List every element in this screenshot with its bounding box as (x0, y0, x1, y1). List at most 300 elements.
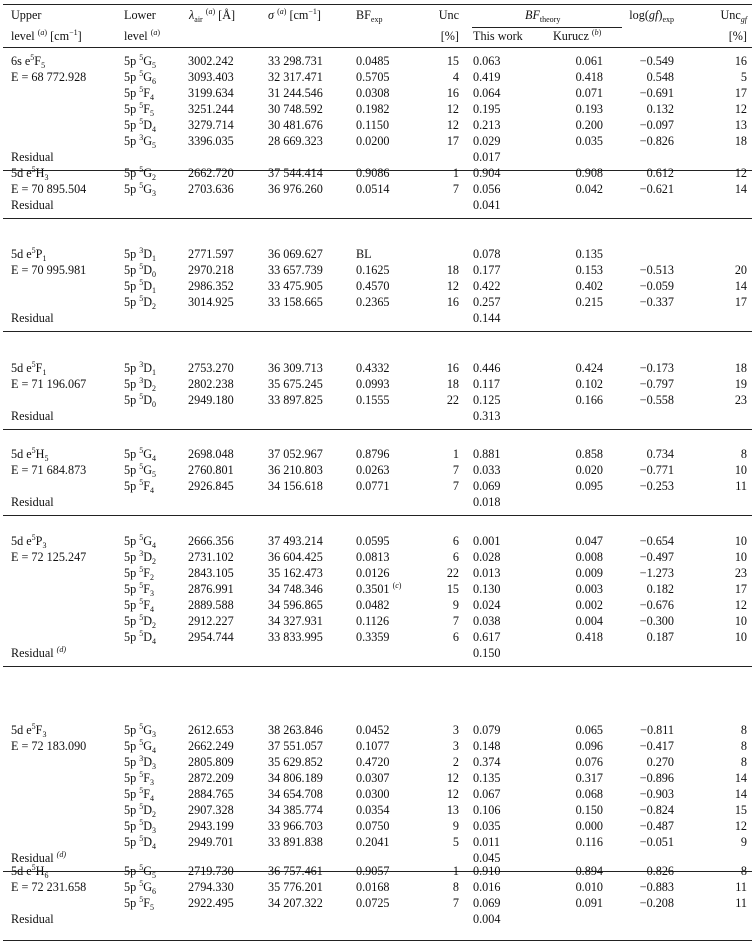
bf-this-work: 0.069 (473, 896, 501, 910)
unc-gf: 9 (740, 835, 747, 849)
loggf-exp: 0.612 (646, 166, 674, 180)
upper-level-label: 5d $e^5H_6$ (11, 863, 49, 880)
wavenumber: 34 654.708 (268, 787, 323, 801)
lower-level: 5p $^5D_4$ (124, 834, 157, 851)
wavenumber: 35 776.201 (268, 880, 323, 894)
table-row (0, 362, 755, 377)
bf-this-work: 0.063 (473, 54, 501, 68)
wavenumber: 34 156.618 (268, 479, 323, 493)
lambda-header: $\lambda_{air}$ $^{(a)}$ [Å] (189, 7, 236, 24)
lower-level: 5p $^5F_4$ (124, 597, 155, 614)
bf-kurucz: 0.095 (575, 479, 603, 493)
wavelength: 2719.730 (188, 864, 234, 878)
residual-value: 0.313 (473, 409, 501, 423)
bf-exp: 0.3359 (356, 630, 390, 644)
bf-this-work: 0.001 (473, 534, 501, 548)
lower-level: 5p $^5D_0$ (124, 392, 157, 409)
table-row (0, 724, 755, 739)
loggf-exp: −0.824 (639, 803, 674, 817)
loggf-exp: −0.417 (639, 739, 674, 753)
unc-gf: 17 (734, 582, 747, 596)
lower-level: 5p $^5F_3$ (124, 770, 155, 787)
lower-level: 5p $^5G_5$ (124, 462, 157, 479)
unc: 15 (446, 54, 459, 68)
lower-level: 5p $^5D_0$ (124, 262, 157, 279)
wavenumber: 33 966.703 (268, 819, 323, 833)
unc-gf: 16 (734, 54, 747, 68)
unc-gf: 8 (740, 447, 747, 461)
lower-level: 5p $^5D_1$ (124, 278, 157, 295)
bf-exp: 0.0126 (356, 566, 390, 580)
bf-exp: 0.0452 (356, 723, 390, 737)
bf-exp: 0.0308 (356, 86, 390, 100)
loggf-exp: 0.548 (646, 70, 674, 84)
bf-this-work: 0.069 (473, 479, 501, 493)
bf-exp: 0.0300 (356, 787, 390, 801)
bf-kurucz: 0.166 (575, 393, 603, 407)
table-row (0, 183, 755, 198)
lower-level: 5p $^3D_2$ (124, 376, 157, 393)
wavenumber: 34 207.322 (268, 896, 323, 910)
residual-value: 0.144 (473, 311, 501, 325)
bf-kurucz: 0.000 (575, 819, 603, 833)
unc-unit-header: [%] (440, 29, 459, 43)
bf-this-work: 0.016 (473, 880, 501, 894)
lower-level: 5p $^5D_4$ (124, 117, 157, 134)
unc-gf: 15 (734, 803, 747, 817)
table-row (0, 280, 755, 295)
table-rule-bottom (3, 940, 752, 941)
wavelength: 2753.270 (188, 361, 234, 375)
bf-this-work: 0.419 (473, 70, 501, 84)
unc-header: Unc (438, 8, 459, 22)
sigma-header: σ $^{(a)}$ $[cm^{-1}]$ (268, 7, 321, 22)
residual-label (11, 199, 54, 211)
bf-exp: 0.4332 (356, 361, 390, 375)
bf-kurucz: 0.002 (575, 598, 603, 612)
loggf-exp: 0.826 (646, 864, 674, 878)
lower-level: 5p $^5F_5$ (124, 101, 155, 118)
lower-level: 5p $^5G_3$ (124, 181, 157, 198)
group-separator (3, 515, 752, 516)
lower-level: 5p $^5F_4$ (124, 478, 155, 495)
residual-value: 0.017 (473, 150, 501, 164)
unc-gf: 10 (734, 630, 747, 644)
residual-row (0, 647, 755, 662)
unc-gf: 11 (735, 896, 747, 910)
bf-this-work: 0.125 (473, 393, 501, 407)
residual-value: 0.004 (473, 912, 501, 926)
bf-kurucz: 0.116 (576, 835, 603, 849)
bf-this-work: 0.177 (473, 263, 501, 277)
loggf-exp: −0.173 (639, 361, 674, 375)
wavelength: 2805.809 (188, 755, 234, 769)
kurucz-header: Kurucz $^{(b)}$ (553, 28, 602, 43)
upper-header: Upper (11, 8, 42, 22)
bf-kurucz: 0.135 (575, 247, 603, 261)
unc-gf: 10 (734, 534, 747, 548)
bf-exp: 0.0354 (356, 803, 390, 817)
unc-gf: 18 (734, 134, 747, 148)
unc-gf: 11 (735, 479, 747, 493)
bf-theory-header: $BF_{theory}$ (525, 8, 561, 24)
wavenumber: 33 298.731 (268, 54, 323, 68)
lower-level: 5p $^3D_1$ (124, 360, 157, 377)
table-row (0, 788, 755, 803)
upper-level-energy: E = 70 995.981 (11, 263, 87, 277)
loggf-exp: 0.182 (646, 582, 674, 596)
lower-level: 5p $^5D_2$ (124, 613, 157, 630)
bf-kurucz: 0.894 (575, 864, 603, 878)
loggf-exp: −0.811 (640, 723, 674, 737)
unc-gf: 14 (734, 771, 747, 785)
residual-row (0, 410, 755, 425)
loggf-exp: −0.513 (639, 263, 674, 277)
table-row (0, 740, 755, 755)
table-row (0, 567, 755, 582)
unc-gf: 5 (740, 70, 747, 84)
bf-kurucz: 0.858 (575, 447, 603, 461)
wavenumber: 33 891.838 (268, 835, 323, 849)
lower-level: 5p $^5F_4$ (124, 786, 155, 803)
loggf-exp: −0.549 (639, 54, 674, 68)
lower-level: 5p $^5F_3$ (124, 581, 155, 598)
lower-level: 5p $^5G_4$ (124, 446, 157, 463)
bf-this-work: 0.029 (473, 134, 501, 148)
wavelength: 2884.765 (188, 787, 234, 801)
bf-kurucz: 0.061 (575, 54, 603, 68)
wavelength: 2872.209 (188, 771, 234, 785)
residual-row (0, 151, 755, 166)
table-row (0, 119, 755, 134)
bf-kurucz: 0.071 (575, 86, 603, 100)
wavenumber: 34 596.865 (268, 598, 323, 612)
table-row (0, 551, 755, 566)
bf-this-work: 0.078 (473, 247, 501, 261)
wavelength: 2926.845 (188, 479, 234, 493)
wavenumber: 30 748.592 (268, 102, 323, 116)
wavelength: 2843.105 (188, 566, 234, 580)
loggf-exp: −0.896 (639, 771, 674, 785)
unc: 15 (446, 582, 459, 596)
bf-exp: 0.0482 (356, 598, 390, 612)
lower-unit-header: level $^{(a)}$ (124, 28, 161, 43)
table-row (0, 87, 755, 102)
this-work-header: This work (473, 29, 523, 43)
bf-this-work: 0.106 (473, 803, 501, 817)
unc-gf: 20 (734, 263, 747, 277)
bf-this-work: 0.079 (473, 723, 501, 737)
loggf-exp: −0.558 (639, 393, 674, 407)
bf-exp: 0.1150 (356, 118, 390, 132)
bf-kurucz: 0.065 (575, 723, 603, 737)
bf-this-work: 0.028 (473, 550, 501, 564)
unc-gf: 12 (734, 598, 747, 612)
bf-kurucz: 0.003 (575, 582, 603, 596)
unc: 12 (446, 279, 459, 293)
bf-this-work: 0.213 (473, 118, 501, 132)
bf-kurucz: 0.402 (575, 279, 603, 293)
residual-label-text: Residual (11, 409, 54, 423)
header-rule-top (3, 4, 752, 5)
wavelength: 2698.048 (188, 447, 234, 461)
wavenumber: 37 052.967 (268, 447, 323, 461)
unc-gf: 14 (734, 279, 747, 293)
unc: 6 (452, 550, 459, 564)
bf-this-work: 0.064 (473, 86, 501, 100)
unc-gf: 8 (740, 739, 747, 753)
bf-exp: 0.0725 (356, 896, 390, 910)
unc-gf: 18 (734, 361, 747, 375)
unc-gf: 8 (740, 723, 747, 737)
loggf-exp: −0.826 (639, 134, 674, 148)
table-row (0, 480, 755, 495)
lower-level: 5p $^5F_5$ (124, 895, 155, 912)
residual-label-text: Residual (11, 311, 54, 325)
wavenumber: 32 317.471 (268, 70, 323, 84)
bf-this-work: 0.910 (473, 864, 501, 878)
bf-kurucz: 0.150 (575, 803, 603, 817)
unc: 1 (452, 447, 459, 461)
wavenumber: 38 263.846 (268, 723, 323, 737)
table-row (0, 836, 755, 851)
wavelength: 2666.356 (188, 534, 234, 548)
unc: 8 (452, 880, 459, 894)
bf-kurucz: 0.008 (575, 550, 603, 564)
bf-kurucz: 0.091 (575, 896, 603, 910)
bf-this-work: 0.038 (473, 614, 501, 628)
bf-kurucz: 0.200 (575, 118, 603, 132)
wavelength: 3251.244 (188, 102, 234, 116)
lower-level: 5p $^5F_4$ (124, 85, 155, 102)
residual-label (11, 496, 54, 508)
upper-level-energy: E = 71 196.067 (11, 377, 87, 391)
wavelength: 2943.199 (188, 819, 234, 833)
wavenumber: 30 481.676 (268, 118, 323, 132)
wavelength: 2922.495 (188, 896, 234, 910)
group-separator (3, 331, 752, 332)
wavelength: 3199.634 (188, 86, 234, 100)
wavenumber: 34 806.189 (268, 771, 323, 785)
loggf-exp: −0.337 (639, 295, 674, 309)
wavenumber: 35 162.473 (268, 566, 323, 580)
lower-level: 5p $^5G_5$ (124, 863, 157, 880)
bf-exp: 0.2041 (356, 835, 390, 849)
residual-label (11, 312, 54, 324)
lower-level: 5p $^3D_3$ (124, 754, 157, 771)
bf-kurucz: 0.004 (575, 614, 603, 628)
residual-row (0, 913, 755, 928)
upper-level-label: 5d $e^5H_3$ (11, 165, 49, 182)
residual-row (0, 199, 755, 214)
table-row (0, 881, 755, 896)
wavenumber: 36 210.803 (268, 463, 323, 477)
residual-value: 0.150 (473, 646, 501, 660)
wavelength: 2949.180 (188, 393, 234, 407)
upper-level-label: 5d $e^5P_3$ (11, 533, 47, 550)
residual-label (11, 151, 54, 163)
upper-unit-header: level $^{(a)}$ $[cm^{-1}]$ (11, 28, 82, 43)
lower-level: 5p $^5G_4$ (124, 738, 157, 755)
bf-kurucz: 0.076 (575, 755, 603, 769)
loggf-exp: −0.691 (639, 86, 674, 100)
bf-kurucz: 0.035 (575, 134, 603, 148)
bf-exp: 0.0750 (356, 819, 390, 833)
table-row (0, 378, 755, 393)
lower-header: Lower (124, 8, 156, 22)
residual-row (0, 496, 755, 511)
bf-this-work: 0.011 (473, 835, 500, 849)
lower-level: 5p $^5G_6$ (124, 879, 157, 896)
wavelength: 2662.249 (188, 739, 234, 753)
bf-kurucz: 0.020 (575, 463, 603, 477)
lower-level: 5p $^5D_3$ (124, 818, 157, 835)
unc: 7 (452, 463, 459, 477)
loggf-exp: −0.903 (639, 787, 674, 801)
bf-this-work: 0.446 (473, 361, 501, 375)
unc: 1 (452, 864, 459, 878)
lower-level: 5p $^3G_5$ (124, 133, 157, 150)
wavenumber: 36 757.461 (268, 864, 323, 878)
bf-this-work: 0.033 (473, 463, 501, 477)
wavelength: 2876.991 (188, 582, 234, 596)
unc: 7 (452, 479, 459, 493)
upper-level-label: 6s $e^5F_5$ (11, 53, 46, 70)
unc-gf: 10 (734, 614, 747, 628)
unc-gf-unit-header: [%] (728, 29, 747, 43)
wavenumber: 33 475.905 (268, 279, 323, 293)
table-row (0, 897, 755, 912)
wavenumber: 36 069.627 (268, 247, 323, 261)
unc: 2 (452, 755, 459, 769)
wavenumber: 36 309.713 (268, 361, 323, 375)
upper-level-label: 5d $e^5F_3$ (11, 722, 47, 739)
unc: 18 (446, 377, 459, 391)
lower-level: 5p $^5G_3$ (124, 722, 157, 739)
table-row (0, 55, 755, 70)
bf-kurucz: 0.153 (575, 263, 603, 277)
wavenumber: 34 748.346 (268, 582, 323, 596)
bf-this-work: 0.013 (473, 566, 501, 580)
bf-this-work: 0.257 (473, 295, 501, 309)
unc-gf: 10 (734, 463, 747, 477)
table-row (0, 448, 755, 463)
loggf-exp: −0.883 (639, 880, 674, 894)
wavenumber: 36 604.425 (268, 550, 323, 564)
bf-exp: 0.0514 (356, 182, 390, 196)
bf-this-work: 0.130 (473, 582, 501, 596)
unc: 7 (452, 614, 459, 628)
bf-exp: 0.0813 (356, 550, 390, 564)
unc: 12 (446, 118, 459, 132)
unc: 16 (446, 295, 459, 309)
wavelength: 2986.352 (188, 279, 234, 293)
residual-row (0, 312, 755, 327)
table-row (0, 535, 755, 550)
bf-kurucz: 0.193 (575, 102, 603, 116)
wavelength: 2912.227 (188, 614, 234, 628)
lower-level: 5p $^5G_5$ (124, 53, 157, 70)
wavenumber: 33 158.665 (268, 295, 323, 309)
bf-kurucz: 0.102 (575, 377, 603, 391)
unc-gf: 23 (734, 566, 747, 580)
bf-exp: 0.1077 (356, 739, 390, 753)
wavelength: 2760.801 (188, 463, 234, 477)
upper-level-energy: E = 72 125.247 (11, 550, 87, 564)
bf-exp: 0.1982 (356, 102, 390, 116)
lower-level: 5p $^3D_1$ (124, 246, 157, 263)
bf-exp: 0.9057 (356, 864, 390, 878)
residual-label (11, 913, 54, 925)
wavelength: 3279.714 (188, 118, 234, 132)
bf-exp: 0.4570 (356, 279, 390, 293)
loggf-exp: −0.208 (639, 896, 674, 910)
lower-level: 5p $^5D_4$ (124, 629, 157, 646)
wavenumber: 31 244.546 (268, 86, 323, 100)
unc-gf: 14 (734, 182, 747, 196)
loggf-exp: −0.676 (639, 598, 674, 612)
wavenumber: 36 976.260 (268, 182, 323, 196)
upper-level-energy: E = 68 772.928 (11, 70, 87, 84)
wavelength: 2889.588 (188, 598, 234, 612)
lower-level: 5p $^5D_2$ (124, 802, 157, 819)
wavelength: 2970.218 (188, 263, 234, 277)
unc: 16 (446, 86, 459, 100)
unc: 5 (452, 835, 459, 849)
wavelength: 2907.328 (188, 803, 234, 817)
upper-level-label: 5d $e^5P_1$ (11, 246, 47, 263)
residual-footnote: (d) (56, 645, 66, 654)
unc-gf: 12 (734, 819, 747, 833)
wavenumber: 33 657.739 (268, 263, 323, 277)
bf-kurucz: 0.418 (575, 70, 603, 84)
wavelength: 2954.744 (188, 630, 234, 644)
unc: 12 (446, 102, 459, 116)
bf-kurucz: 0.047 (575, 534, 603, 548)
wavelength: 3093.403 (188, 70, 234, 84)
residual-value: 0.018 (473, 495, 501, 509)
wavelength: 2703.636 (188, 182, 234, 196)
unc-gf: 17 (734, 295, 747, 309)
table-row (0, 248, 755, 263)
unc-gf: 13 (734, 118, 747, 132)
wavenumber: 37 551.057 (268, 739, 323, 753)
bf-exp-header: $BF_{exp}$ (356, 8, 383, 24)
wavelength: 2731.102 (188, 550, 234, 564)
residual-label-text: Residual (11, 646, 54, 660)
loggf-exp: 0.132 (646, 102, 674, 116)
bf-exp: 0.8796 (356, 447, 390, 461)
bf-exp: 0.0307 (356, 771, 390, 785)
residual-value: 0.041 (473, 198, 501, 212)
bf-exp: BL (356, 247, 372, 261)
upper-level-label: 5d $e^5H_5$ (11, 446, 49, 463)
table-row (0, 103, 755, 118)
loggf-exp: −0.059 (639, 279, 674, 293)
wavenumber: 34 385.774 (268, 803, 323, 817)
table-row (0, 264, 755, 279)
upper-level-energy: E = 72 183.090 (11, 739, 87, 753)
bf-exp: 0.1625 (356, 263, 390, 277)
table-row (0, 394, 755, 409)
table-row (0, 135, 755, 150)
loggf-exp: 0.270 (646, 755, 674, 769)
bf-exp: 0.3501 $^{(c)}$ (356, 581, 402, 596)
bf-this-work: 0.904 (473, 166, 501, 180)
table-row (0, 820, 755, 835)
bf-this-work: 0.117 (473, 377, 500, 391)
unc: 1 (452, 166, 459, 180)
